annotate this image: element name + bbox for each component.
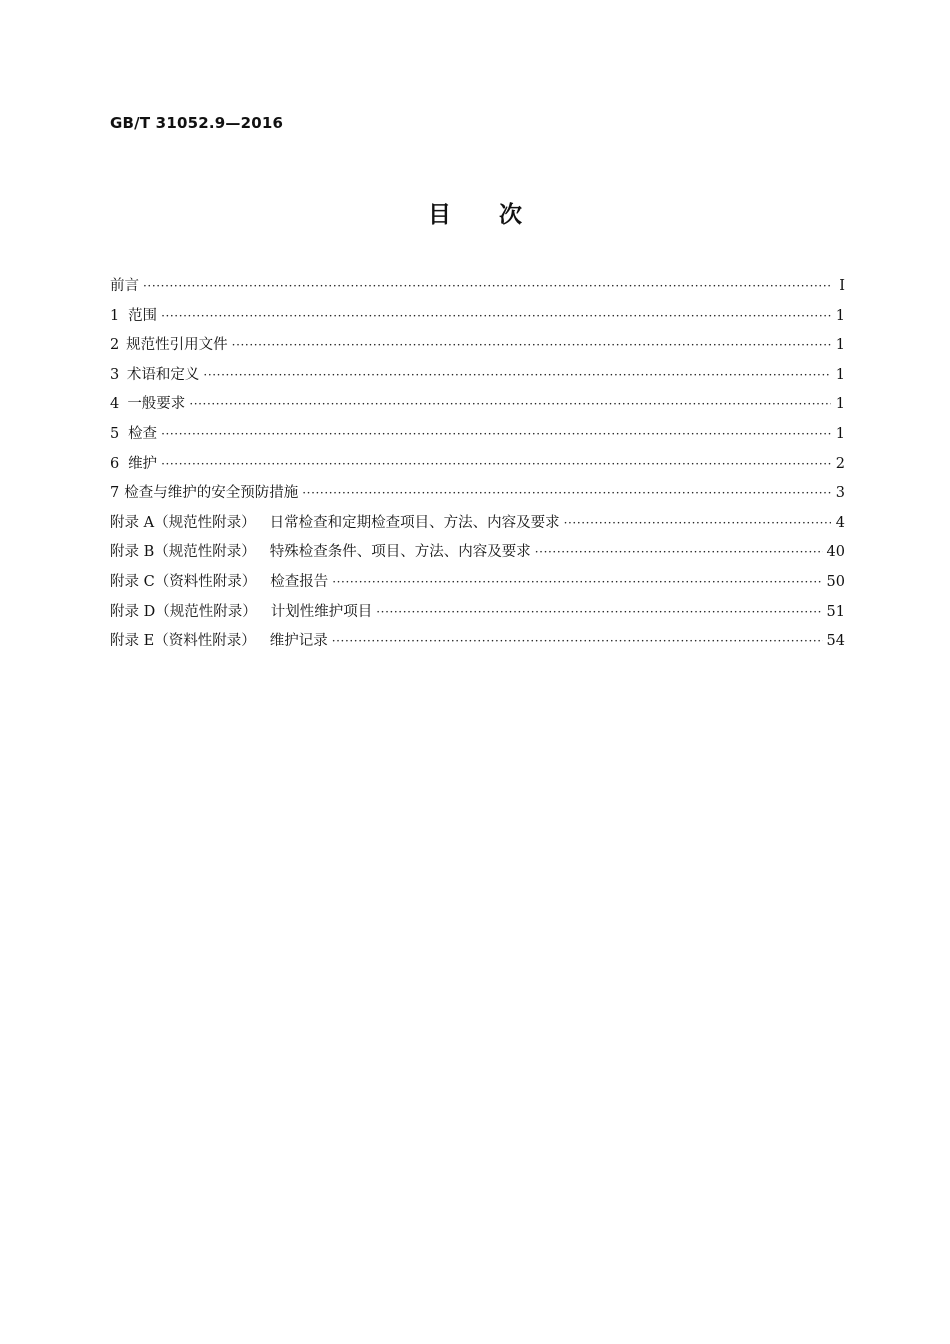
toc-entry-label: 前言 bbox=[110, 278, 139, 294]
toc-annex-label: 附录 C（资料性附录） bbox=[110, 573, 257, 590]
toc-entry-6[interactable] bbox=[110, 450, 845, 480]
toc-leader-dots bbox=[332, 627, 823, 657]
toc-leader-dots bbox=[564, 509, 831, 539]
toc-entry-annex-b[interactable] bbox=[110, 538, 845, 568]
toc-entry-page: 1 bbox=[835, 337, 845, 354]
toc-leader-dots bbox=[161, 302, 831, 332]
toc-entry-annex-e[interactable] bbox=[110, 627, 845, 657]
toc-leader-dots bbox=[161, 450, 831, 480]
toc-annex-label: 附录 A（规范性附录） bbox=[110, 514, 256, 531]
toc-entry-label: 一般要求 bbox=[127, 396, 186, 413]
toc-entry-page: 50 bbox=[826, 573, 845, 590]
toc-leader-dots bbox=[143, 272, 831, 302]
toc-entry-page: 1 bbox=[835, 307, 845, 324]
standard-number: GB/T 31052.9—2016 bbox=[110, 114, 284, 132]
toc-entry-label: 检查与维护的安全预防措施 bbox=[124, 485, 299, 502]
toc-entry-label: 维护记录 bbox=[269, 633, 328, 650]
toc-entry-label: 维护 bbox=[128, 455, 158, 472]
toc-entry-5[interactable] bbox=[110, 420, 845, 450]
toc-entry-4[interactable] bbox=[110, 390, 845, 420]
toc-leader-dots bbox=[232, 331, 831, 361]
toc-entry-number: 4 bbox=[110, 396, 120, 413]
toc-leader-dots bbox=[332, 568, 822, 598]
toc-entry-number: 2 bbox=[110, 337, 120, 354]
toc-entry-7[interactable] bbox=[110, 479, 845, 509]
toc-entry-page: 51 bbox=[826, 603, 845, 620]
table-of-contents bbox=[110, 272, 845, 657]
toc-entry-page: 4 bbox=[835, 514, 845, 531]
toc-entry-page: 40 bbox=[826, 544, 845, 561]
toc-leader-dots bbox=[161, 420, 831, 450]
toc-entry-page: 1 bbox=[835, 366, 845, 383]
toc-entry-label: 日常检查和定期检查项目、方法、内容及要求 bbox=[269, 514, 560, 531]
toc-annex-label: 附录 E（资料性附录） bbox=[110, 633, 256, 650]
toc-entry-number: 3 bbox=[110, 366, 120, 383]
toc-entry-label: 检查报告 bbox=[270, 573, 329, 590]
toc-entry-3[interactable] bbox=[110, 361, 845, 391]
toc-entry-number: 7 bbox=[110, 485, 120, 502]
toc-entry-label: 计划性维护项目 bbox=[270, 603, 373, 620]
toc-entry-preface[interactable] bbox=[110, 272, 845, 302]
toc-leader-dots bbox=[203, 361, 831, 391]
toc-leader-dots bbox=[302, 479, 831, 509]
toc-entry-page: 1 bbox=[835, 396, 845, 413]
toc-entry-label: 术语和定义 bbox=[126, 366, 200, 383]
toc-entry-annex-c[interactable] bbox=[110, 568, 845, 598]
page-title: 目次 bbox=[428, 202, 570, 228]
toc-annex-label: 附录 B（规范性附录） bbox=[110, 544, 256, 561]
toc-entry-label: 范围 bbox=[128, 307, 158, 324]
toc-entry-annex-a[interactable] bbox=[110, 509, 845, 539]
toc-entry-page: 3 bbox=[835, 485, 845, 502]
toc-entry-page: 1 bbox=[835, 425, 845, 442]
toc-leader-dots bbox=[535, 538, 823, 568]
toc-annex-label: 附录 D（规范性附录） bbox=[110, 603, 257, 620]
toc-entry-number: 5 bbox=[110, 425, 120, 442]
toc-entry-label: 特殊检查条件、项目、方法、内容及要求 bbox=[269, 544, 531, 561]
toc-entry-number: 1 bbox=[110, 307, 120, 324]
toc-entry-page: Ⅰ bbox=[839, 278, 845, 294]
toc-entry-1[interactable] bbox=[110, 302, 845, 332]
toc-entry-label: 检查 bbox=[128, 425, 158, 442]
toc-leader-dots bbox=[376, 598, 822, 628]
toc-entry-page: 54 bbox=[826, 633, 845, 650]
toc-entry-number: 6 bbox=[110, 455, 120, 472]
toc-entry-label: 规范性引用文件 bbox=[126, 337, 228, 354]
toc-entry-annex-d[interactable] bbox=[110, 598, 845, 628]
toc-entry-2[interactable] bbox=[110, 331, 845, 361]
toc-leader-dots bbox=[189, 390, 831, 420]
toc-entry-page: 2 bbox=[835, 455, 845, 472]
